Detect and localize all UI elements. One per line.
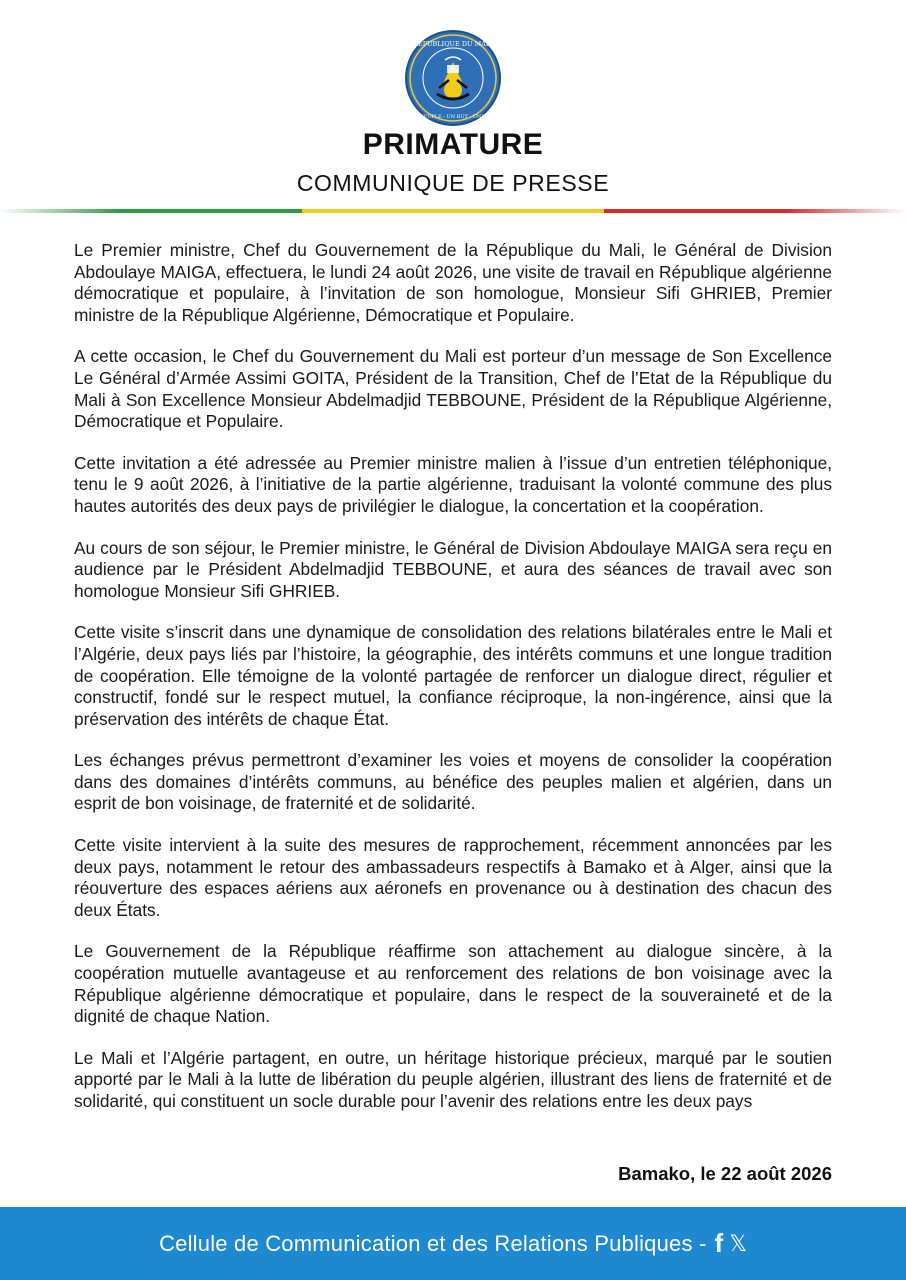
place-date-signoff: Bamako, le 22 août 2026 — [618, 1163, 832, 1184]
press-release-body — [74, 240, 832, 1133]
social-icons — [715, 1228, 747, 1259]
paragraph: A cette occasion, le Chef du Gouvernement du Mali est porteur d’un message de Son Excellence Le Général d’Armée Assimi GOITA, Président de la Transition, Chef de l’Etat de la République du Mali à Son Excellence Monsieur Abdelmadjid TEBBOUNE, Président de la République Algérienne, Démocratique et Populaire. — [74, 346, 832, 432]
facebook-icon[interactable]: f — [714, 1228, 724, 1258]
flag-yellow-segment — [302, 209, 604, 213]
flag-red-segment — [604, 209, 906, 213]
paragraph: Cette visite s’inscrit dans une dynamique de consolidation des relations bilatérales entre le Mali et l’Algérie, deux pays liés par l’histoire, la géographie, des intérêts communs et une longue tradition de coopération. Elle témoigne de la volonté partagée de renforcer un dialogue direct, régulier et constructif, fondé sur le respect mutuel, la confiance réciproque, la non-ingérence, ainsi que la préservation des intérêts de chaque État. — [74, 622, 832, 729]
paragraph: Cette visite intervient à la suite des mesures de rapprochement, récemment annoncées par les deux pays, notamment le retour des ambassadeurs respectifs à Bamako et à Alger, ainsi que la réouverture des espaces aériens aux aéronefs en provenance ou à destination des chacun des deux États. — [74, 835, 832, 920]
organization-title: PRIMATURE — [362, 128, 544, 161]
republic-seal-logo — [405, 30, 501, 126]
flag-color-rule — [0, 209, 906, 213]
svg-text:UN PEUPLE - UN BUT - UNE FOI: UN PEUPLE - UN BUT - UNE FOI — [409, 114, 497, 120]
paragraph: Le Mali et l’Algérie partagent, en outre, un héritage historique précieux, marqué par le soutien apporté par le Mali à la lutte de libération du peuple algérien, illustrant des liens de fraternité et de solidarité, qui constituent un socle durable pour l’avenir des relations entre les deux pays — [74, 1047, 832, 1111]
svg-text:RÉPUBLIQUE DU MALI: RÉPUBLIQUE DU MALI — [413, 40, 493, 48]
paragraph: Les échanges prévus permettront d’examiner les voies et moyens de consolider la coopération dans des domaines d’intérêts communs, au bénéfice des peuples malien et algérien, dans un esprit de bon voisinage, de fraternité et de solidarité. — [74, 750, 832, 814]
paragraph: Au cours de son séjour, le Premier ministre, le Général de Division Abdoulaye MAIGA sera reçu en audience par le Président Abdelmadjid TEBBOUNE, et aura des séances de travail avec son homologue Monsieur Sifi GHRIEB. — [74, 537, 832, 601]
paragraph: Cette invitation a été adressée au Premier ministre malien à l’issue d’un entretien téléphonique, tenu le 9 août 2026, à l’initiative de la partie algérienne, traduisant la volonté commune des plus hautes autorités des deux pays de privilégier le dialogue, la concertation et la coopération. — [74, 452, 832, 516]
document-type: COMMUNIQUE DE PRESSE — [296, 170, 610, 196]
paragraph: Le Gouvernement de la République réaffirme son attachement au dialogue sincère, à la coopération mutuelle avantageuse et au renforcement des relations de bon voisinage avec la République algérienne démocratique et populaire, dans le respect de la souveraineté et de la dignité de chaque Nation. — [74, 941, 832, 1027]
x-icon[interactable]: 𝕏 — [729, 1230, 747, 1256]
footer-text: Cellule de Communication et des Relations Publiques - — [159, 1230, 707, 1256]
paragraph: Le Premier ministre, Chef du Gouvernement de la République du Mali, le Général de Division Abdoulaye MAIGA, effectuera, le lundi 24 août 2026, une visite de travail en République algérienne démocratique et populaire, à l’invitation de son homologue, Monsieur Sifi GHRIEB, Premier ministre de la République Algérienne, Démocratique et Populaire. — [74, 240, 832, 325]
flag-green-segment — [0, 209, 302, 213]
footer-banner — [0, 1207, 906, 1280]
